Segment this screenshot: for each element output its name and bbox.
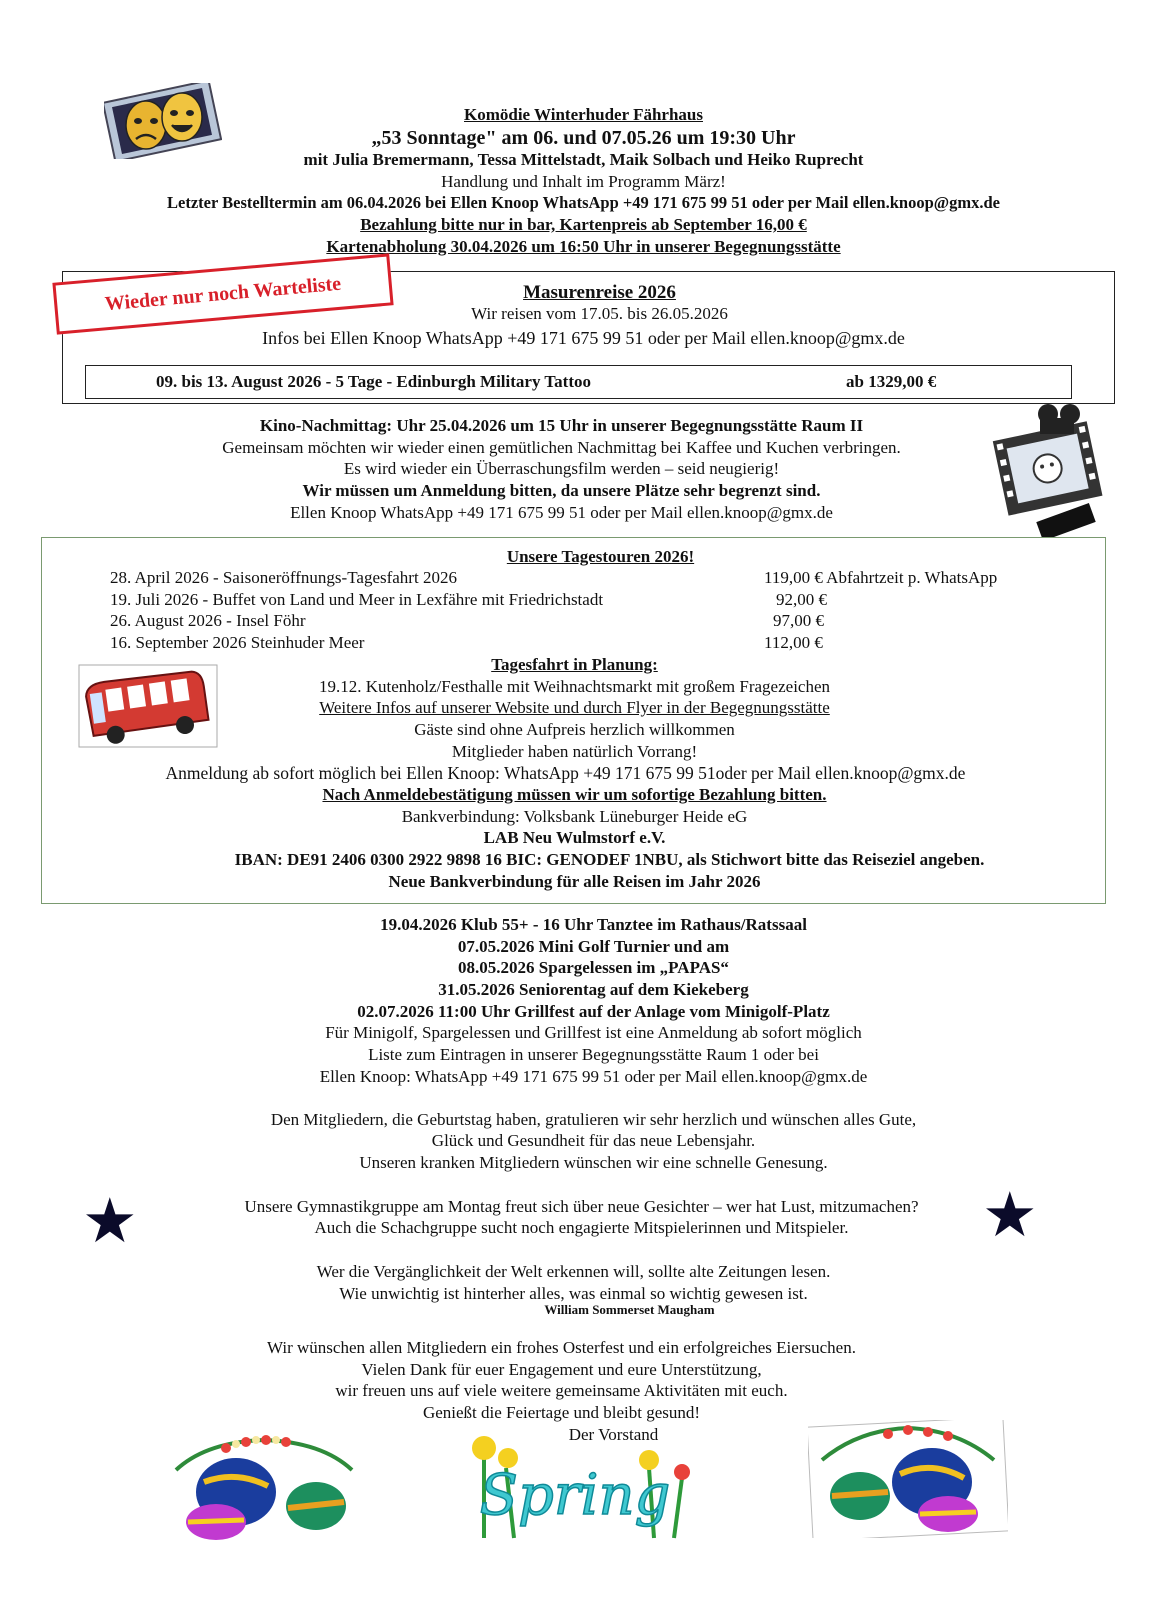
- comedy-program-note: Handlung und Inhalt im Programm März!: [441, 172, 726, 191]
- tours-bank: Bankverbindung: Volksbank Lüneburger Heide eG: [401, 807, 748, 826]
- tours-registration: Anmeldung ab sofort möglich bei Ellen Knoop: WhatsApp +49 171 675 99 51oder per Mail ellen.knoop@gmx.de: [165, 763, 966, 783]
- cinema-line-2: Gemeinsam möchten wir wieder einen gemütlichen Nachmittag bei Kaffee und Kuchen verbringen.: [222, 438, 901, 457]
- cinema-line-1: Kino-Nachmittag: Uhr 25.04.2026 um 15 Uhr in unserer Begegnungsstätte Raum II: [259, 416, 864, 435]
- groups-line: Auch die Schachgruppe sucht noch engagierte Mitspielerinnen und Mitspieler.: [314, 1218, 849, 1237]
- tour-item-price: 97,00 €: [773, 611, 824, 630]
- closing-line: wir freuen uns auf viele weitere gemeinsame Aktivitäten mit euch.: [335, 1381, 788, 1400]
- closing-line: Wir wünschen allen Mitgliedern ein frohes Osterfest und ein erfolgreiches Eiersuchen.: [267, 1338, 856, 1357]
- quote-line: Wie unwichtig ist hinterher alles, was einmal so wichtig gewesen ist.: [339, 1284, 808, 1303]
- tour-item-label: 16. September 2026 Steinhuder Meer: [110, 633, 365, 652]
- event-line: Liste zum Eintragen in unserer Begegnungsstätte Raum 1 oder bei: [368, 1045, 819, 1064]
- tours-planning-title: Tagesfahrt in Planung:: [491, 655, 658, 674]
- cinema-line-5: Ellen Knoop WhatsApp +49 171 675 99 51 oder per Mail ellen.knoop@gmx.de: [290, 503, 833, 522]
- edinburgh-price: ab 1329,00 €: [846, 372, 937, 391]
- comedy-cast: mit Julia Bremermann, Tessa Mittelstadt, Maik Solbach und Heiko Ruprecht: [303, 150, 864, 169]
- masuren-dates: Wir reisen vom 17.05. bis 26.05.2026: [471, 304, 728, 323]
- tour-item-label: 26. August 2026 - Insel Föhr: [110, 611, 306, 630]
- tours-account-holder: LAB Neu Wulmstorf e.V.: [483, 828, 666, 847]
- star-icon: ★: [82, 1184, 138, 1257]
- tours-iban: IBAN: DE91 2406 0300 2922 9898 16 BIC: GENODEF 1NBU, als Stichwort bitte das Reiseziel angeben.: [234, 850, 985, 869]
- tours-new-bank: Neue Bankverbindung für alle Reisen im Jahr 2026: [388, 872, 761, 891]
- closing-signature: Der Vorstand: [568, 1425, 659, 1444]
- comedy-venue: Komödie Winterhuder Fährhaus: [464, 105, 703, 124]
- spring-word: Spring: [479, 1463, 671, 1528]
- waitlist-stamp: Wieder nur noch Warteliste: [52, 253, 393, 334]
- comedy-payment: Bezahlung bitte nur in bar, Kartenpreis ab September 16,00 €: [360, 215, 807, 234]
- event-line: 02.07.2026 11:00 Uhr Grillfest auf der Anlage vom Minigolf-Platz: [357, 1002, 830, 1021]
- tours-members: Mitglieder haben natürlich Vorrang!: [451, 742, 698, 761]
- quote-line: Wer die Vergänglichkeit der Welt erkennen will, sollte alte Zeitungen lesen.: [316, 1262, 831, 1281]
- event-line: 31.05.2026 Seniorentag auf dem Kiekeberg: [438, 980, 749, 999]
- tours-more-info: Weitere Infos auf unserer Website und durch Flyer in der Begegnungsstätte: [319, 698, 830, 717]
- star-icon: ★: [982, 1178, 1038, 1251]
- tour-item-price: 92,00 €: [776, 590, 827, 609]
- closing-line: Genießt die Feiertage und bleibt gesund!: [422, 1403, 701, 1422]
- film-camera-icon: [990, 400, 1112, 538]
- groups-line: Unsere Gymnastikgruppe am Montag freut sich über neue Gesichter – wer hat Lust, mitzumachen?: [244, 1197, 919, 1216]
- easter-eggs-icon: [166, 1430, 362, 1542]
- comedy-order-deadline: Letzter Bestelltermin am 06.04.2026 bei Ellen Knoop WhatsApp +49 171 675 99 51 oder per Mail ellen.knoop@gmx.de: [167, 193, 1000, 212]
- birthday-line: Glück und Gesundheit für das neue Lebensjahr.: [431, 1131, 756, 1150]
- event-line: Ellen Knoop: WhatsApp +49 171 675 99 51 oder per Mail ellen.knoop@gmx.de: [319, 1067, 868, 1086]
- edinburgh-trip: 09. bis 13. August 2026 - 5 Tage - Edinburgh Military Tattoo: [156, 372, 592, 391]
- cinema-line-3: Es wird wieder ein Überraschungsfilm werden – seid neugierig!: [343, 459, 780, 478]
- cinema-line-4: Wir müssen um Anmeldung bitten, da unsere Plätze sehr begrenzt sind.: [302, 481, 821, 500]
- tour-item-label: 19. Juli 2026 - Buffet von Land und Meer in Lexfähre mit Friedrichstadt: [110, 590, 604, 609]
- tours-guests: Gäste sind ohne Aufpreis herzlich willkommen: [414, 720, 735, 739]
- event-line: 07.05.2026 Mini Golf Turnier und am: [457, 937, 730, 956]
- birthday-line: Den Mitgliedern, die Geburtstag haben, gratulieren wir sehr herzlich und wünschen alles Gute,: [270, 1110, 917, 1129]
- comedy-pickup: Kartenabholung 30.04.2026 um 16:50 Uhr in unserer Begegnungsstätte: [326, 237, 841, 256]
- tours-payment-note: Nach Anmeldebestätigung müssen wir um sofortige Bezahlung bitten.: [322, 785, 827, 804]
- quote-author: William Sommerset Maugham: [544, 1302, 715, 1317]
- event-line: 08.05.2026 Spargelessen im „PAPAS“: [458, 958, 729, 977]
- tour-item-label: 28. April 2026 - Saisoneröffnungs-Tagesfahrt 2026: [110, 568, 457, 587]
- tour-item-price: 119,00 € Abfahrtzeit p. WhatsApp: [764, 568, 998, 587]
- closing-line: Vielen Dank für euer Engagement und eure Unterstützung,: [361, 1360, 762, 1379]
- masuren-title: Masurenreise 2026: [523, 282, 676, 303]
- comedy-title: „53 Sonntage" am 06. und 07.05.26 um 19:30 Uhr: [371, 127, 796, 149]
- tours-planning-item: 19.12. Kutenholz/Festhalle mit Weihnachtsmarkt mit großem Fragezeichen: [318, 677, 831, 696]
- tours-title: Unsere Tagestouren 2026!: [506, 547, 695, 566]
- easter-eggs-icon: [808, 1420, 1008, 1538]
- tour-item-price: 112,00 €: [764, 633, 823, 652]
- event-line: 19.04.2026 Klub 55+ - 16 Uhr Tanztee im Rathaus/Ratssaal: [380, 915, 807, 934]
- spring-flowers-icon: [444, 1418, 706, 1546]
- masuren-info: Infos bei Ellen Knoop WhatsApp +49 171 675 99 51 oder per Mail ellen.knoop@gmx.de: [262, 328, 905, 348]
- event-line: Für Minigolf, Spargelessen und Grillfest ist eine Anmeldung ab sofort möglich: [325, 1023, 862, 1042]
- birthday-line: Unseren kranken Mitgliedern wünschen wir eine schnelle Genesung.: [359, 1153, 828, 1172]
